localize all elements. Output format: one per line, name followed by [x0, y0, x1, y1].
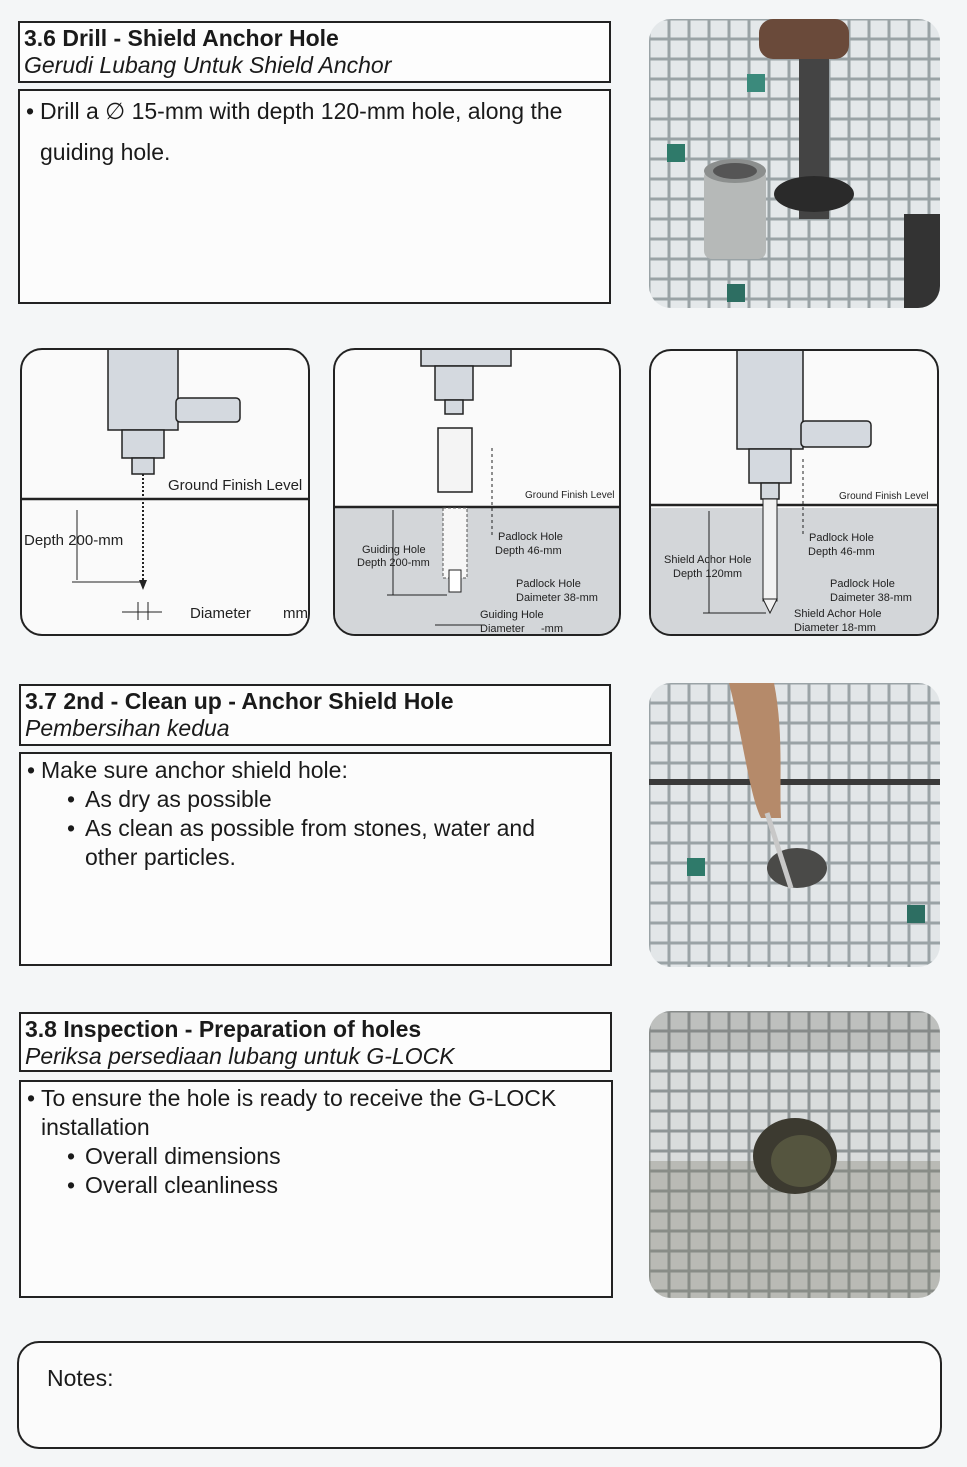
diagram-shield-anchor	[649, 349, 939, 636]
section-3-7-title: 3.7 2nd - Clean up - Anchor Shield Hole	[25, 688, 454, 714]
section-3-6-subtitle: Gerudi Lubang Untuk Shield Anchor	[24, 52, 392, 78]
diagram2-padlock-depth-1: Padlock Hole	[498, 531, 563, 543]
sub-bullet-item: • Overall dimensions	[67, 1143, 281, 1169]
diagram2-guiding-dia-3: -mm	[541, 623, 563, 635]
sub-bullet-item: • As dry as possible	[67, 786, 272, 812]
diagram1-unit-label: mm	[283, 605, 308, 622]
section-3-8-bullet: To ensure the hole is ready to receive the G-LOCK installation	[41, 1085, 557, 1140]
diagram3-ground-label: Ground Finish Level	[839, 491, 929, 502]
photo-drilling	[649, 19, 940, 308]
section-3-8-body	[19, 1080, 613, 1298]
notes-label: Notes:	[47, 1365, 114, 1391]
bullet-item: • To ensure the hole is ready to receive the G-LOCK installation	[27, 1084, 605, 1142]
section-3-7-header	[19, 684, 611, 746]
diagram2-guiding-dia-1: Guiding Hole	[480, 609, 544, 621]
diagram2-guiding-dia-2: Diameter	[480, 623, 525, 635]
diagram1-depth-label: Depth 200-mm	[24, 532, 124, 549]
section-3-8-header	[19, 1012, 612, 1072]
bullet-item: • Drill a ∅ 15-mm with depth 120-mm hole, along the guiding hole.	[26, 91, 603, 173]
section-3-6-header	[18, 21, 611, 83]
section-3-7-subtitle: Pembersihan kedua	[25, 715, 230, 741]
diagram1-ground-label: Ground Finish Level	[168, 477, 303, 494]
section-3-6-body	[18, 89, 611, 304]
section-3-7-sub2: As clean as possible from stones, water and other particles.	[85, 815, 536, 870]
photo-inspection	[649, 1011, 940, 1298]
diagram3-shield-dia-2: Diameter 18-mm	[794, 622, 876, 634]
diagram2-guiding-2: Depth 200-mm	[357, 557, 430, 569]
section-3-8-title: 3.8 Inspection - Preparation of holes	[25, 1016, 422, 1042]
sub-bullet-item: • Overall cleanliness	[67, 1172, 279, 1198]
diagram3-padlock-dia-2: Daimeter 38-mm	[830, 592, 912, 604]
section-3-8-sub2: Overall cleanliness	[85, 1172, 279, 1198]
section-3-6-bullet: Drill a ∅ 15-mm with depth 120-mm hole, along the guiding hole.	[40, 98, 563, 165]
section-3-7-body	[19, 752, 612, 966]
diagram3-shield-depth-1: Shield Achor Hole	[664, 554, 752, 566]
diagram2-guiding-1: Guiding Hole	[362, 544, 426, 556]
diagram2-padlock-dia-2: Daimeter 38-mm	[516, 592, 598, 604]
diagram-guiding-padlock	[333, 348, 621, 636]
diagram3-padlock-dia-1: Padlock Hole	[830, 578, 895, 590]
diagram-drill-guiding	[20, 348, 310, 636]
sub-bullet-item: • As clean as possible from stones, water and other particles.	[27, 814, 604, 872]
section-3-6-title: 3.6 Drill - Shield Anchor Hole	[24, 25, 339, 51]
diagram3-shield-depth-2: Depth 120mm	[673, 568, 743, 580]
bullet-item: • Make sure anchor shield hole:	[27, 757, 348, 783]
section-3-8-subtitle: Periksa persediaan lubang untuk G-LOCK	[25, 1043, 455, 1069]
diagram2-padlock-dia-1: Padlock Hole	[516, 578, 581, 590]
diagram3-padlock-depth-1: Padlock Hole	[809, 532, 874, 544]
notes-box[interactable]	[17, 1341, 942, 1449]
section-3-8-sub1: Overall dimensions	[85, 1143, 281, 1169]
diagram3-padlock-depth-2: Depth 46-mm	[808, 546, 875, 558]
diagram2-ground-label: Ground Finish Level	[525, 490, 615, 501]
photo-cleaning	[649, 683, 940, 967]
section-3-7-sub1: As dry as possible	[85, 786, 272, 812]
diagram2-padlock-depth-2: Depth 46-mm	[495, 545, 562, 557]
diagram1-diameter-label: Diameter	[190, 605, 251, 622]
diagram3-shield-dia-1: Shield Achor Hole	[794, 608, 882, 620]
section-3-7-bullet: Make sure anchor shield hole:	[41, 757, 348, 783]
